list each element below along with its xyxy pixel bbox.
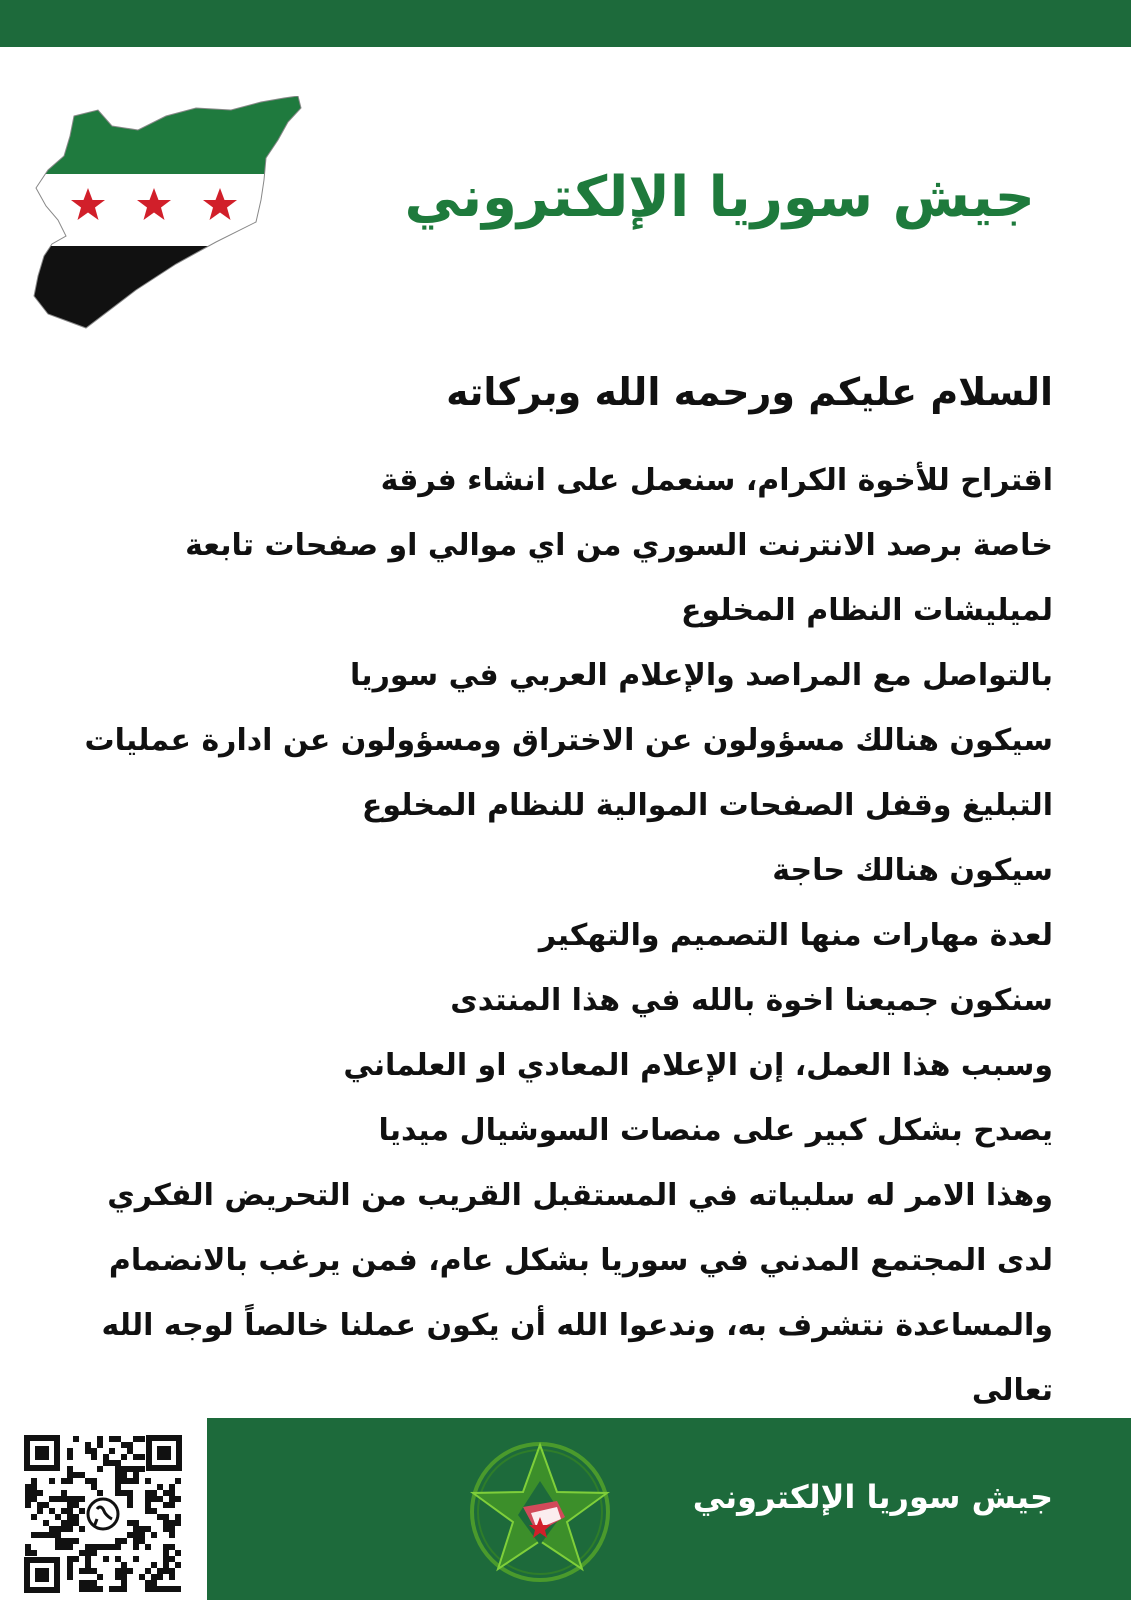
body-line: لميليشات النظام المخلوع [680,593,1053,628]
page-title: جيش سوريا الإلكتروني [404,165,1035,230]
body-line: تعالى [971,1373,1053,1408]
body-line: التبليغ وقفل الصفحات الموالية للنظام المخلوع [361,788,1053,823]
body-line: سنكون جميعنا اخوة بالله في هذا المنتدى [450,983,1053,1018]
footer-band [207,1418,1131,1600]
body-text [73,453,1053,1428]
body-line: لعدة مهارات منها التصميم والتهكير [538,918,1053,953]
body-line: اقتراح للأخوة الكرام، سنعمل على انشاء فرقة [380,463,1053,498]
syria-map-flag-icon [26,96,310,336]
star-emblem-icon [465,1437,615,1587]
body-line: والمساعدة نتشرف به، وندعوا الله أن يكون عملنا خالصاً لوجه الله [101,1308,1053,1343]
greeting-heading: السلام عليكم ورحمه الله وبركاته [446,370,1053,414]
whatsapp-icon [88,1499,118,1529]
body-line: بالتواصل مع المراصد والإعلام العربي في سوريا [350,658,1053,693]
qr-code-icon[interactable] [24,1435,182,1593]
body-line: وهذا الامر له سلبياته في المستقبل القريب من التحريض الفكري [107,1178,1053,1213]
body-line: خاصة برصد الانترنت السوري من اي موالي او صفحات تابعة [185,528,1053,563]
body-line: سيكون هنالك حاجة [772,853,1053,888]
top-bar [0,0,1131,47]
body-line: يصدح بشكل كبير على منصات السوشيال ميديا [378,1113,1053,1148]
footer-title: جيش سوريا الإلكتروني [692,1478,1053,1516]
body-line: لدى المجتمع المدني في سوريا بشكل عام، فمن يرغب بالانضمام [108,1243,1053,1278]
body-line: وسبب هذا العمل، إن الإعلام المعادي او العلماني [343,1048,1053,1083]
body-line: سيكون هنالك مسؤولون عن الاختراق ومسؤولون عن ادارة عمليات [84,723,1053,758]
